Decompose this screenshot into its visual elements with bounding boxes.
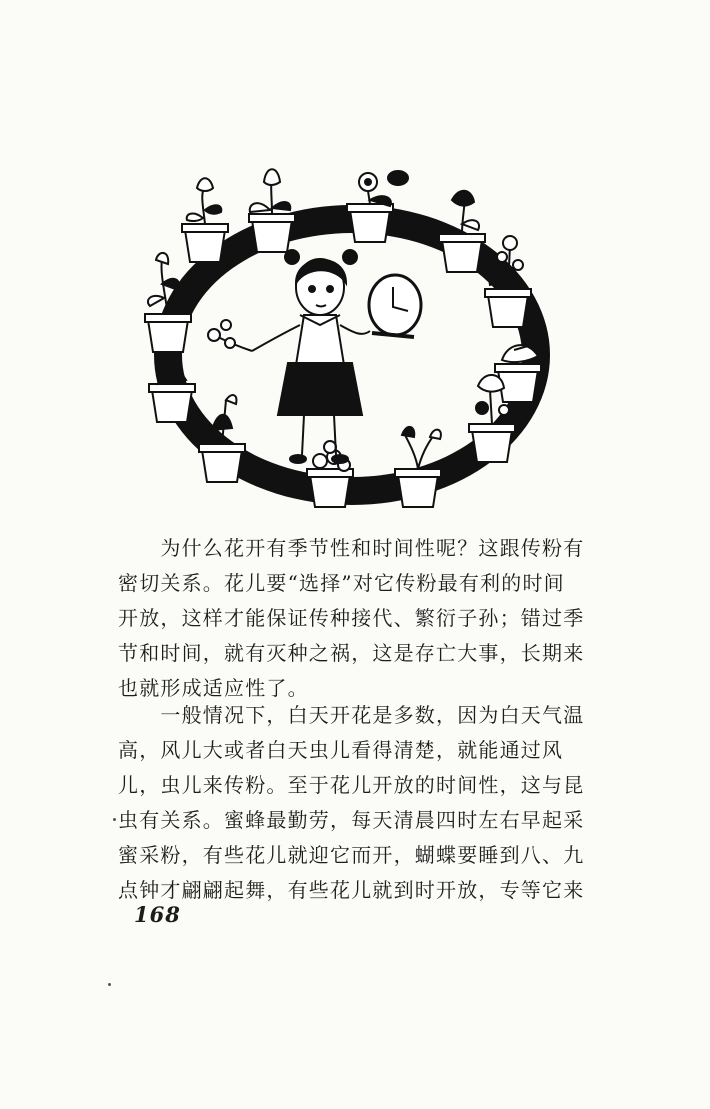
text-line: 一般情况下，白天开花是多数，因为白天气温: [118, 703, 585, 727]
text-line: 高，风儿大或者白天虫儿看得清楚，就能通过风: [118, 738, 564, 762]
text-line: 虫有关系。蜜蜂最勤劳，每天清晨四时左右早起采: [118, 808, 585, 832]
text-line: 儿，虫儿来传粉。至于花儿开放的时间性，这与昆: [118, 773, 585, 797]
text-line: 也就形成适应性了。: [118, 676, 309, 700]
text-line: 密切关系。花儿要“选择”对它传粉最有利的时间: [118, 571, 565, 595]
alarm-clock: [369, 275, 421, 337]
text-line: 节和时间，就有灭种之祸，这是存亡大事，长期来: [118, 641, 585, 665]
text-line: 点钟才翩翩起舞，有些花儿就到时开放，专等它来: [118, 878, 585, 902]
scan-speck: [113, 818, 116, 821]
text-line: 为什么花开有季节性和时间性呢？这跟传粉有: [118, 536, 585, 560]
scan-speck: [108, 983, 111, 986]
flower-clock-illustration: [140, 165, 565, 525]
page-number: 168: [134, 902, 181, 927]
text-line: 蜜采粉，有些花儿就迎它而开，蝴蝶要睡到八、九: [118, 843, 585, 867]
flower-pot: [249, 169, 295, 252]
flower-pot: [182, 178, 228, 262]
paragraph-2: [118, 698, 585, 908]
paragraph-1: [118, 531, 585, 706]
text-line: 开放，这样才能保证传种接代、繁衍子孙；错过季: [118, 606, 585, 630]
